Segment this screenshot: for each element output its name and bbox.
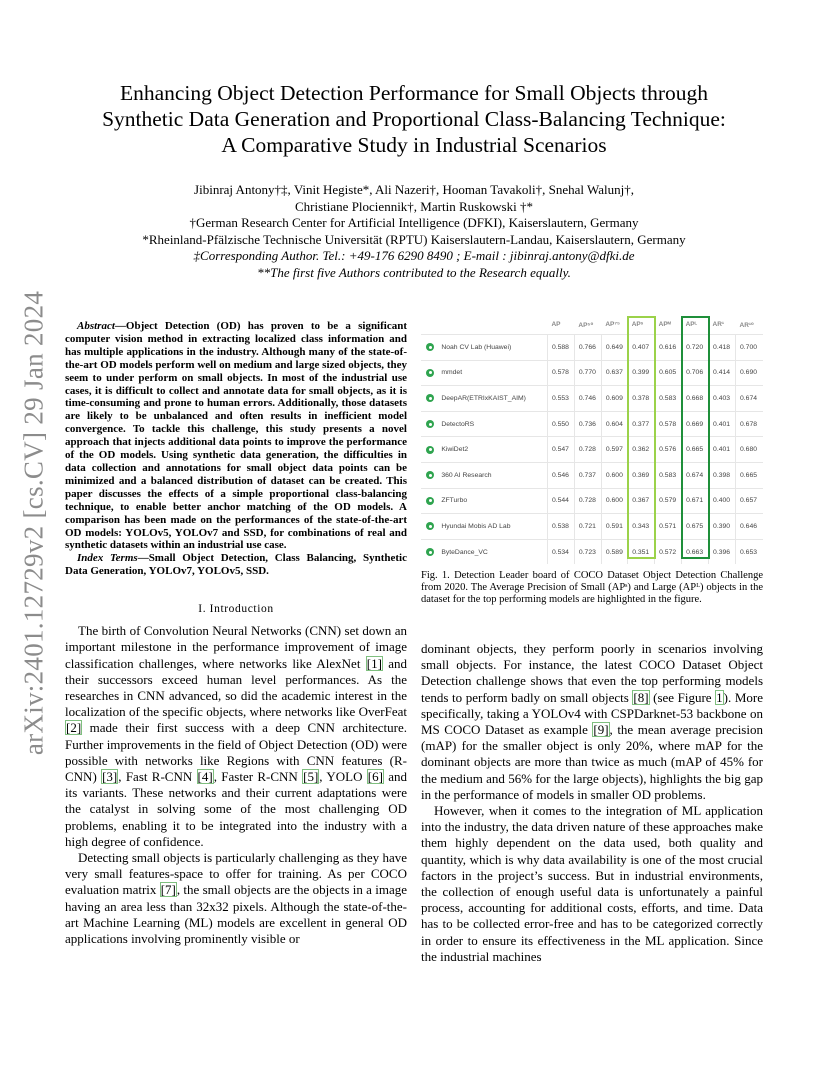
expand-icon[interactable]: [426, 446, 434, 454]
highlight-ap-small: [627, 316, 656, 559]
text-run: Detecting small objects is particularly challenging as they have very small features-space to offer for training. As per COCO evaluation matrix: [65, 849, 407, 898]
text-run: made their first success with a deep CNN architecture. Further improvements in the field of Object Detection (OD) were possible with networks like Regions with CNN features (R-CNN): [65, 720, 407, 784]
metric-value: 0.671: [682, 488, 709, 514]
metric-value: 0.675: [682, 514, 709, 540]
section-heading: I. Introduction: [198, 603, 274, 616]
index-terms-text: —Small Object Detection, Class Balancing, Synthetic Data Generation, YOLOv7, YOLOv5, SSD.: [65, 552, 407, 578]
text-run: (see Figure: [649, 689, 716, 705]
metric-value: 0.700: [736, 335, 764, 361]
arxiv-stamp: [14, 288, 54, 758]
leaderboard-row: [421, 539, 763, 564]
citation-link[interactable]: [5]: [303, 768, 319, 784]
citation-link[interactable]: 1: [716, 689, 723, 705]
expand-icon[interactable]: [426, 522, 434, 530]
metric-value: 0.578: [547, 360, 574, 386]
metric-value: 0.736: [574, 411, 601, 437]
metric-value: 0.576: [655, 437, 682, 463]
metric-value: 0.579: [655, 488, 682, 514]
metric-value: 0.657: [736, 488, 764, 514]
metric-value: 0.343: [628, 514, 655, 540]
leaderboard-row: [421, 462, 763, 488]
text-run: , Faster R-CNN: [213, 768, 303, 784]
metric-value: 0.653: [736, 539, 764, 564]
column-header[interactable]: AR¹: [712, 321, 725, 328]
metric-value: 0.668: [682, 386, 709, 412]
metric-value: 0.589: [601, 539, 627, 564]
metric-value: 0.362: [628, 437, 655, 463]
metric-value: 0.674: [736, 386, 764, 412]
metric-value: 0.600: [601, 488, 627, 514]
metric-value: 0.674: [682, 462, 709, 488]
metric-value: 0.588: [547, 335, 574, 361]
text-run: However, when it comes to the integration of ML application into the industry, the data driven nature of these approaches make them highly dependent on the data used, both quality and quantity, which is why data availability is one of the most crucial factors in the project’s success. But in industrial environments, the collection of enough useful data is unfortunately a painful process, accounting for additional costs, efforts, and time. Data has to be collected error-free and has to be categorized correctly in order to ensure its effectiveness in the ML application. Since the industrial machines: [421, 803, 763, 964]
metric-value: 0.637: [601, 360, 627, 386]
entry-icon-cell[interactable]: [421, 411, 438, 437]
metric-value: 0.578: [655, 411, 682, 437]
column-header[interactable]: AR¹⁰: [739, 321, 754, 329]
leaderboard-row: [421, 514, 763, 540]
metric-value: 0.414: [709, 360, 736, 386]
metric-value: 0.649: [601, 335, 627, 361]
team-name: 360 AI Research: [438, 462, 547, 488]
leaderboard-row: [421, 411, 763, 437]
abstract: [65, 320, 407, 552]
metric-value: 0.571: [655, 514, 682, 540]
metric-value: 0.390: [709, 514, 736, 540]
column-header[interactable]: APˢ: [631, 321, 644, 328]
metric-value: 0.728: [574, 488, 601, 514]
header-spacer: [438, 315, 547, 335]
text-run: The birth of Convolution Neural Networks (CNN) set down an important milestone in the performance improvement of image classification challenges, where networks like AlexNet: [65, 623, 407, 671]
metric-value: 0.418: [709, 335, 736, 361]
text-run: , Fast R-CNN: [118, 768, 197, 784]
title-line: Enhancing Object Detection Performance for Small Objects through: [119, 81, 709, 105]
corresponding-author: ‡Corresponding Author. Tel.: +49-176 6290 8490 ; E-mail : jibinraj.antony@dfki.de: [193, 248, 635, 263]
metric-value: 0.400: [709, 488, 736, 514]
team-name: DetectoRS: [438, 411, 547, 437]
expand-icon[interactable]: [426, 497, 434, 505]
text-run: ). More specifically, taking a YOLOv4 with CSPDarknet-53 backbone on MS COCO Dataset as example: [421, 689, 763, 738]
metric-value: 0.396: [709, 539, 736, 564]
affiliation-dfki: †German Research Center for Artificial Intelligence (DFKI), Kaiserslautern, Germany: [189, 215, 639, 230]
metric-value: 0.766: [574, 335, 601, 361]
text-run: , YOLO: [319, 768, 367, 784]
metric-value: 0.403: [709, 386, 736, 412]
entry-icon-cell[interactable]: [421, 488, 438, 514]
metric-value: 0.665: [682, 437, 709, 463]
expand-icon[interactable]: [426, 548, 434, 556]
metric-value: 0.399: [628, 360, 655, 386]
column-header[interactable]: AP: [551, 321, 561, 328]
entry-icon-cell[interactable]: [421, 462, 438, 488]
metric-value: 0.604: [601, 411, 627, 437]
highlight-ap-large: [681, 316, 710, 559]
author-line: Christiane Plociennik†, Martin Ruskowski †*: [295, 198, 533, 214]
metric-value: 0.746: [574, 386, 601, 412]
expand-icon[interactable]: [426, 471, 434, 479]
figure-caption: Fig. 1. Detection Leader board of COCO Dataset Object Detection Challenge from 2020. The Average Precision of Small (APˢ) and Large (APᴸ) objects in the dataset for the top performing models are highlighted in the figure.: [421, 570, 763, 606]
abstract-text: —Object Detection (OD) has proven to be a significant computer vision method in extracting localized class information and has multiple applications in the industry. Although many of the state-of-the-art OD models perform well on medium and large sized objects, they seem to under perform on small objects. In most of the industrial use cases, it is difficult to collect and annotate data for small objects, as it is time-consuming and prone to human errors. Additionally, those datasets are likely to be unbalanced and often results in inefficient model convergence. To tackle this challenge, this study presents a novel approach that injects additional data points to improve the performance of the OD models. Using synthetic data generation, the difficulties in data collection and annotations for small object data points can be minimized and a balanced distribution of dataset can be created. This paper discusses the effects of a simple proportional class-balancing technique, to enable better anchor matching of the OD models. A comparison has been made on the performances of the state-of-the-art OD models: YOLOv5, YOLOv7 and SSD, for combinations of real and synthetic datasets within an industrial use case.: [65, 320, 407, 552]
equal-contribution-note: **The first five Authors contributed to the Research equally.: [257, 264, 571, 280]
body-paragraph: [65, 623, 407, 850]
metric-value: 0.605: [655, 360, 682, 386]
team-name: ZFTurbo: [438, 488, 547, 514]
citation-link[interactable]: [3]: [102, 768, 118, 784]
metric-value: 0.351: [628, 539, 655, 564]
metric-value: 0.723: [574, 539, 601, 564]
text-run: and their successors exceed human level performances. As the researches in CNN advanced, so did the academic interest in the localization of the specific objects, where networks like OverFeat: [65, 655, 407, 720]
entry-icon-cell[interactable]: [421, 386, 438, 412]
index-terms: [65, 552, 407, 578]
metric-value: 0.538: [547, 514, 574, 540]
title-line: Synthetic Data Generation and Proportional Class-Balancing Technique:: [102, 107, 726, 131]
column-header[interactable]: AP⁷⁵: [605, 321, 621, 328]
column-header[interactable]: APᴸ: [685, 321, 698, 328]
citation-link[interactable]: [4]: [197, 768, 213, 784]
team-name: mmdet: [438, 360, 547, 386]
title-line: A Comparative Study in Industrial Scenarios: [221, 133, 607, 157]
metric-value: 0.720: [682, 335, 709, 361]
team-name: ByteDance_VC: [438, 539, 547, 564]
entry-icon-cell[interactable]: [421, 335, 438, 361]
leaderboard-header-row: [421, 315, 763, 335]
metric-value: 0.572: [655, 539, 682, 564]
metric-value: 0.401: [709, 437, 736, 463]
entry-icon-cell[interactable]: [421, 539, 438, 564]
metric-value: 0.665: [736, 462, 764, 488]
metric-value: 0.591: [601, 514, 627, 540]
leaderboard-row: [421, 386, 763, 412]
body-paragraph: [421, 641, 763, 803]
metric-value: 0.770: [574, 360, 601, 386]
metric-value: 0.706: [682, 360, 709, 386]
leaderboard-row: [421, 437, 763, 463]
index-terms-label: Index Terms: [77, 552, 138, 565]
right-column: [421, 641, 763, 965]
entry-icon-cell[interactable]: [421, 360, 438, 386]
text-run: , the mean average precision (mAP) for the smaller object is only 20%, where mAP for the dominant objects are more than twice as much (mAP of 45% for the medium and 56% for the large objects), highlights the big gap in the performance of models in smaller OD problems.: [421, 722, 763, 802]
metric-value: 0.583: [655, 462, 682, 488]
metric-value: 0.369: [628, 462, 655, 488]
team-name: Hyundai Mobis AD Lab: [438, 514, 547, 540]
metric-value: 0.616: [655, 335, 682, 361]
text-run: and its variants. These networks and their current adaptations were the catalyst in solving some of the most challenging OD problems, enabling it to be integrated into the industry with a high degree of confidence.: [65, 768, 408, 849]
leaderboard-row: [421, 335, 763, 361]
metric-value: 0.367: [628, 488, 655, 514]
metric-value: 0.378: [628, 386, 655, 412]
metric-value: 0.546: [547, 462, 574, 488]
metric-value: 0.550: [547, 411, 574, 437]
column-header[interactable]: AP⁵⁰: [578, 321, 594, 329]
leaderboard-row: [421, 488, 763, 514]
body-paragraph: [421, 803, 763, 965]
metric-value: 0.401: [709, 411, 736, 437]
intro-right-text: [421, 641, 763, 965]
figure-leaderboard: [421, 315, 763, 563]
team-name: DeepAR(ETRIxKAIST_AIM): [438, 386, 547, 412]
metric-value: 0.407: [628, 335, 655, 361]
metric-value: 0.646: [736, 514, 764, 540]
leaderboard-table: [421, 315, 763, 564]
team-name: KiwiDet2: [438, 437, 547, 463]
left-column: [65, 320, 407, 947]
team-name: Noah CV Lab (Huawei): [438, 335, 547, 361]
citation-link[interactable]: [2]: [66, 720, 82, 736]
expand-icon[interactable]: [426, 420, 434, 428]
column-header[interactable]: APᴹ: [658, 321, 672, 328]
arxiv-id: arXiv:2401.12729v2 [cs.CV] 29 Jan 2024: [18, 290, 49, 756]
metric-value: 0.737: [574, 462, 601, 488]
metric-value: 0.663: [682, 539, 709, 564]
citation-link[interactable]: [9]: [593, 722, 609, 738]
metric-value: 0.680: [736, 437, 764, 463]
metric-value: 0.678: [736, 411, 764, 437]
header-spacer: [421, 315, 438, 335]
author-line: Jibinraj Antony†‡, Vinit Hegiste*, Ali Nazeri†, Hooman Tavakoli†, Snehal Walunj†,: [194, 182, 634, 197]
text-run: dominant objects, they perform poorly in scenarios involving small objects. For instance, the latest COCO Dataset Object Detection challenge shows that even the top performing models tends to perform badly on small objects: [421, 641, 763, 705]
metric-value: 0.721: [574, 514, 601, 540]
metric-value: 0.600: [601, 462, 627, 488]
entry-icon-cell[interactable]: [421, 514, 438, 540]
entry-icon-cell[interactable]: [421, 437, 438, 463]
text-run: , the small objects are the objects in a image having an area less than 32x32 pixels. Although the state-of-the-art Machine Learning (ML) models are excellent in general OD applications involving prominently visible or: [65, 882, 407, 946]
metric-value: 0.728: [574, 437, 601, 463]
leaderboard-row: [421, 360, 763, 386]
metric-value: 0.609: [601, 386, 627, 412]
abstract-label: Abstract: [77, 320, 115, 332]
expand-icon[interactable]: [426, 369, 434, 377]
expand-icon[interactable]: [426, 394, 434, 402]
citation-link[interactable]: [8]: [633, 689, 649, 705]
metric-value: 0.553: [547, 386, 574, 412]
metric-value: 0.583: [655, 386, 682, 412]
metric-value: 0.398: [709, 462, 736, 488]
metric-value: 0.597: [601, 437, 627, 463]
citation-link[interactable]: [1]: [366, 655, 382, 671]
body-paragraph: [65, 850, 407, 947]
affiliation-rptu: *Rheinland-Pfälzische Technische Universität (RPTU) Kaiserslautern-Landau, Kaiserslautern, Germany: [142, 231, 686, 247]
metric-value: 0.690: [736, 360, 764, 386]
metric-value: 0.377: [628, 411, 655, 437]
author-block: [60, 182, 768, 281]
expand-icon[interactable]: [426, 343, 434, 351]
intro-left-text: [65, 623, 407, 947]
metric-value: 0.544: [547, 488, 574, 514]
metric-value: 0.534: [547, 539, 574, 564]
citation-link[interactable]: [7]: [160, 882, 176, 898]
paper-title: [60, 80, 768, 158]
metric-value: 0.669: [682, 411, 709, 437]
metric-value: 0.547: [547, 437, 574, 463]
citation-link[interactable]: [6]: [367, 768, 383, 784]
